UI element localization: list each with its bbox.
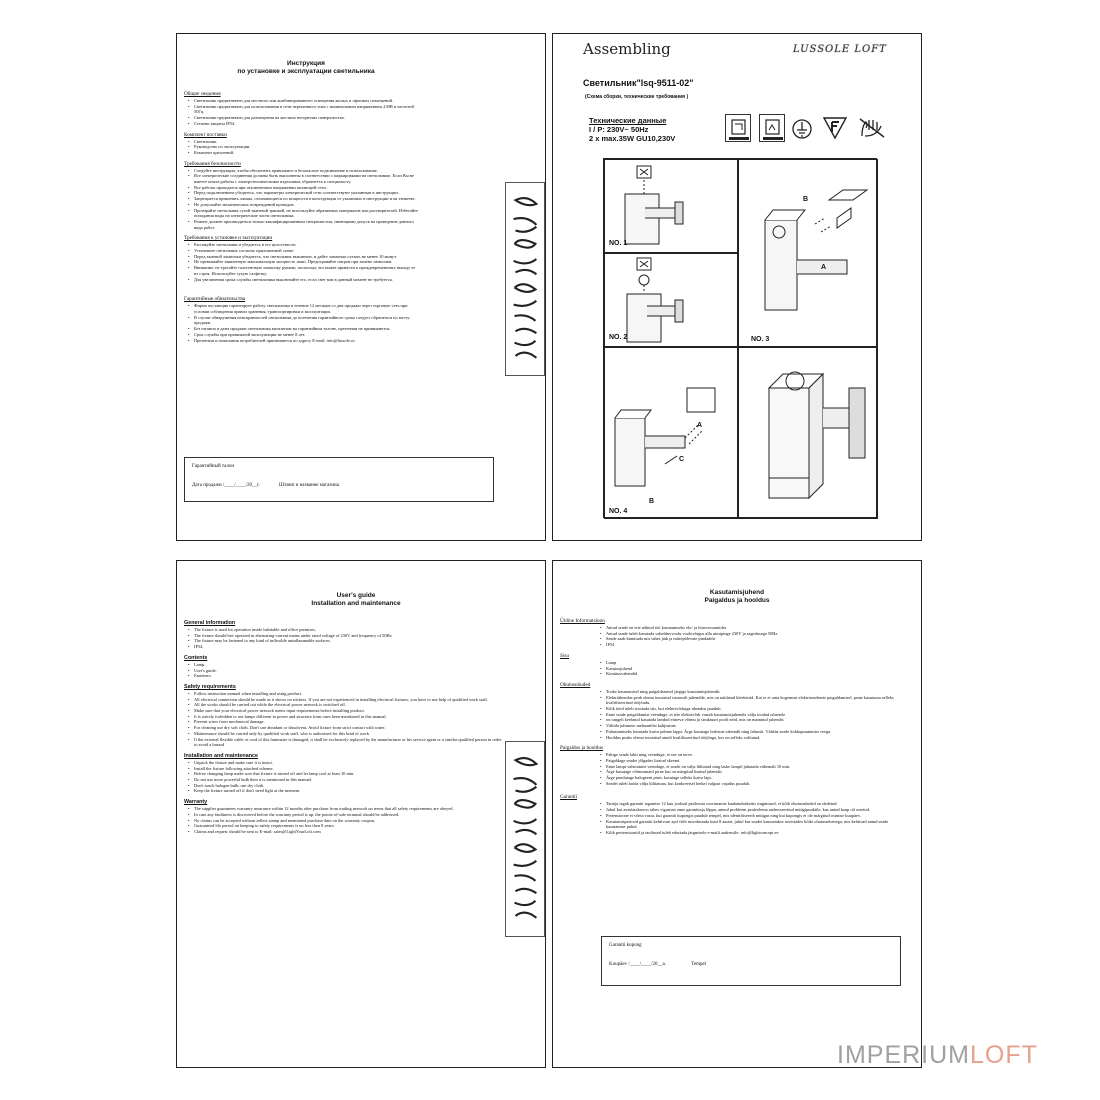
ee-coupon-date: Kuupäev /____/____/20__a. (609, 962, 666, 967)
mount-surface-icon-2 (759, 114, 785, 142)
ee-safety-heading: Ohutusnõuded (560, 681, 591, 688)
ru-body (184, 86, 420, 343)
list-item: • Установите светильник согласно приложенной схеме. (188, 248, 420, 254)
ru-safety-list (184, 168, 420, 231)
product-subtitle: (Схема сборки, технические требования ) (585, 94, 689, 100)
ru-general-list (184, 98, 420, 127)
ee-coupon-stamp: Tempel (691, 962, 707, 967)
ru-coupon-title: Гарантийный талон (192, 464, 235, 469)
ru-install-heading: Требования к установке и эксплуатации (184, 235, 273, 242)
list-item: • IP54 (600, 642, 900, 648)
list-item: • Elektriühendus peab olema teostatud vastavalt juhendile, mis on näidatud kleebisiid. Kui te ei oma kogemust elektriseadmete paigaldamisel, peate kasutama selleks kvalifitseeritud tööjõudu. (600, 695, 900, 706)
figure-1 (604, 159, 738, 253)
list-item: • If the external flexible cable or cord of this luminaire is damaged, it shall be exclusively replaced by the manufacturer or his service agent or a similar qualified person in order to avoid a hazard (188, 737, 504, 748)
figure-3-letter-a: A (821, 264, 827, 271)
figure-3-label: NO. 3 (751, 336, 770, 343)
list-item: • Install the fixture following attached scheme. (188, 766, 504, 772)
en-title (177, 592, 535, 609)
assembly-page (552, 33, 922, 541)
figure-4-letter-b: B (649, 498, 655, 505)
ru-warranty-list (184, 303, 420, 343)
figure-4-label: NO. 4 (609, 508, 628, 515)
list-item: • Срок службы при правильной эксплуатации не менее 8 лет. (188, 332, 420, 338)
ru-kit-heading: Комплект поставки (184, 131, 227, 138)
list-item: • Maintenance should be carried only by qualified work staff, who is authorized for this kind of work. (188, 731, 504, 737)
figure-3-letter-b: B (803, 196, 809, 203)
lussole-loft-logo-graphic (506, 183, 544, 375)
list-item: • Kõik tööd tuleb teostada siis, kui elektrivõrkuga ühendus puudub. (600, 706, 900, 712)
ee-title-line2: Paigaldus ja hooldus (704, 597, 770, 605)
list-item: • Antud seade on ette nähtud töö kasutamiseks elu- ja büroorruumides (600, 625, 900, 631)
ru-title-line2: по установке и эксплуатации светильника (237, 68, 375, 76)
list-item: • In case any faultiness is discovered before the warranty period is up, the points-of-sale terminal should be addressed. (188, 812, 504, 818)
list-item: • Kinnitusvahendid (600, 671, 900, 677)
figure-4-letter-a: A (697, 422, 703, 429)
list-item: • Все работы проводятся при отключенном напряжении питающей сети. (188, 185, 420, 191)
ru-coupon-date: Дата продажи /____/____/20__г. (192, 483, 260, 488)
list-item: • Перед подключением убедитесь, что параметры электрической сети соответствуют указанным в инструкции. (188, 190, 420, 196)
watermark-part-loft: LOFT (970, 1041, 1038, 1069)
list-item: • Antud seade tuleb kasutada vahelduvvoolu vooluvõrgus alla nimipinge 230V ja sagedusega 50Hz (600, 631, 900, 637)
list-item: • Follow instruction manual when installing and using product. (188, 691, 504, 697)
english-guide-page (176, 560, 546, 1068)
list-item: • Ärge puudutage halogeeni pirni, kasutage selleks kuiva lapi. (600, 775, 900, 781)
ru-install-list (184, 242, 420, 282)
figure-3 (738, 159, 878, 347)
list-item: • Before changing lamp make sure that fixture is turned off and let lamp cool at least 10 min. (188, 771, 504, 777)
list-item: • For cleaning use dry soft cloth. Don't use abradant or dissolvent. Avoid fixture from strict contact with water. (188, 725, 504, 731)
list-item: • Перед заменой лампочки убедитесь, что светильник выключен, и дайте лампочке остыть не менее 10 минут. (188, 254, 420, 260)
list-item: • Фирма поставщик гарантирует работу светильника в течение 12 месяцев со дня продажи через торговую сеть при условии соблюдения правил хранения, транспортировки и эксплуатации. (188, 303, 420, 314)
list-item: • Hooldus peaks olema teostatud ainult kvalifitseeritud tööjõuga, kes on selleks volitatud. (600, 735, 900, 741)
list-item: • All the works should be carried out while the electrical power network is switched off. (188, 702, 504, 708)
list-item: • Guaranteed life period on keeping to safety requirements is no less then 8 years. (188, 823, 504, 829)
list-item: • Претензии и пожелания потребителей принимаются по адресу E-mail: info@lussole.ru (188, 338, 420, 344)
ee-warranty-coupon (601, 936, 901, 986)
ee-safety-list (560, 689, 900, 740)
ru-safety-heading: Требования безопасности (184, 160, 241, 167)
en-warranty-list (184, 806, 504, 835)
list-item: • Комплект креплений. (188, 150, 420, 156)
list-item: • Don't touch halogen bulb, use dry cloth. (188, 783, 504, 789)
list-item: • Fasteners. (188, 673, 504, 679)
list-item: • Prevent wires from mechanical damage. (188, 719, 504, 725)
ru-title-line1: Инструкция (287, 60, 325, 67)
list-item: • Tooke kasutamisel ning paigaldamisel järgige kasutamisjuhendit. (600, 689, 900, 695)
en-body (184, 615, 504, 835)
ru-warranty-coupon (184, 457, 494, 502)
list-item: • All electrical connection should be made as it shows on stickers. If you are not experienced in installing electrical fixtures, you have to use help of qualified work staff. (188, 697, 504, 703)
en-contents-heading: Contents (184, 654, 208, 661)
list-item: • Enne lampi vahetamist veenduge, et seade on välja lülitatud ning laske lampil jahutada vähemalt 10 min. (600, 764, 900, 770)
list-item: • Ремонт должен производиться только квалифицированным специалистом, имеющими допуск на проведение данного вида работ. (188, 219, 420, 230)
list-item: • Распакуйте светильник и убедитесь в его целостности. (188, 242, 420, 248)
assembled-fixture-view (738, 347, 878, 519)
list-item: • Seadet tuleb hoida välja lülitatuna, kui konkreetsel hetkel valgust vajadus puudub. (600, 781, 900, 787)
tech-spec-lamps: 2 x max.35W GU10,230V (589, 134, 676, 143)
list-item: • Внимание: не трогайте галогеновую лампочку руками, поскольку это может привести к преждевременному выходу ее из строя. Используйте сухую салфетку. (188, 265, 420, 276)
ground-symbol-icon (791, 118, 813, 140)
watermark-part-imperium: IMPERIUM (837, 1041, 970, 1069)
ru-warranty-heading: Гарантийные обязательства (184, 296, 246, 303)
list-item: • Kasutusjuhend (600, 666, 900, 672)
list-item: • Светильник предназначен для местного или комбинированного освещения жилых и офисных помещений. (188, 98, 420, 104)
list-item: • Enne seade paigaldamist veenduge, et teie elektrivõrk vastab kasutamisjuhendis välja toodud nõuetele (600, 712, 900, 718)
ee-kit-heading: Sisu (560, 652, 569, 659)
tech-spec-voltage: I / P: 230V~ 50Hz (589, 125, 649, 134)
tech-spec (589, 116, 675, 143)
list-item: • Paigaldage seadet jõlgades lisatud skeemi. (600, 758, 900, 764)
list-item: • Kõik pretensioonid ja taotlused tuleb edastada järgmisele e-maili aadressile: info@lightconcept.ee (600, 830, 900, 836)
en-install-list (184, 760, 504, 794)
figure-2 (604, 253, 738, 347)
brand-lussole-loft: LUSSOLE LOFT (793, 44, 887, 55)
en-install-heading: Installation and maintenance (184, 752, 258, 759)
ee-general-heading: Üldine Informatsioon (560, 618, 605, 624)
ee-install-heading: Paigaldus ja hooldus (560, 745, 603, 752)
en-warranty-heading: Warranty (184, 799, 208, 806)
list-item: • Запрещается применять лампы, отличающиеся по мощности в конструкции от указанных в инструкции и на этикетке. (188, 196, 420, 202)
ee-title (553, 589, 921, 606)
no-touch-warning-icon (857, 116, 887, 140)
list-item: • Puhastamiseks kasutada kuiva pehme lappi. Ärge kasutage leahivat vahendit ning lahustit. Vältida seade kokkupuutumist veega. (600, 729, 900, 735)
list-item: • Seade saab kinnitada mis tahes jäik ja mittepõlevate pindadele (600, 636, 900, 642)
list-item: • Не превышайте заявленную максимальную мощность ламп. Предохраняйте патрон при замене лампочки. (188, 259, 420, 265)
ru-coupon-stamp: Штамп и название магазина (279, 483, 339, 488)
list-item: • В случае обнаружения неисправностей светильника до истечения гарантийного срока следует обратиться по месту продажи. (188, 315, 420, 326)
list-item: • Juhul kui avastatakseoss tahes vigastust enne garantiiaja lõppu, annud probleem pealeolema aadresseeritud müügipunktile, kus antud kaup oli ostetud. (600, 807, 900, 813)
assembling-heading: Assembling (583, 40, 671, 58)
figure-4-letter-c: C (679, 456, 685, 463)
figure-2-label: NO. 2 (609, 334, 628, 341)
en-general-list (184, 627, 504, 650)
figure-1-label: NO. 1 (609, 240, 628, 247)
list-item: • The supplier guarantees warranty assurance within 12 months after purchase from trading network on terms that all safety requirements are obeyed. (188, 806, 504, 812)
en-title-line2: Installation and maintenance (311, 600, 401, 608)
list-item: • The fixture is used for operation inside habitable and office premises. (188, 627, 504, 633)
list-item: • Протирайте светильник сухой тканевой тряпкой, не используйте абразивных материалов или растворителей. Избегайте попадания воды на электрические части светильника. (188, 208, 420, 219)
list-item: • Claims and request should be sent to E-mail: sales@LightYourLoft.com (188, 829, 504, 835)
list-item: • Светильник предназначен для размещения на жестких негорючих поверхностях. (188, 115, 420, 121)
ru-coupon-row (192, 482, 486, 490)
estonian-guide-page (552, 560, 922, 1068)
ee-kit-list (560, 660, 900, 677)
list-item: • Unpack the fixture and make sure it is intact. (188, 760, 504, 766)
list-item: • Vältida juhtmete mehaanilist kahjustust. (600, 723, 900, 729)
en-general-heading: General information (184, 620, 236, 626)
list-item: • Светильник предназначен для использования в сети переменного тока с номинальным напряжением 230В и частотой 50Гц. (188, 104, 420, 115)
list-item: • No claims can be accepted without sellers stamp and mentioned purchase date on the warranty coupon. (188, 818, 504, 824)
list-item: • on rangelt keelatud kasutada lambid erineva võimu ja struktuuri poolt neid, mis on mainitud juhendis (600, 717, 900, 723)
tech-spec-heading: Технические данные (589, 116, 667, 125)
lussole-loft-logo (505, 182, 545, 376)
list-item: • Kasutamisperiood garantii kehtivuse ajal võib moodustada kuni 8 aastat, juhul kui seadet kasutatakse arvestades kõiki ohutusnõuetega, mis kehtivad antud seade kasutamise puhul. (600, 819, 900, 830)
en-contents-list (184, 662, 504, 679)
ee-warranty-heading: Garantii (560, 794, 577, 801)
list-item: • IP54. (188, 644, 504, 650)
list-item: • Lamp (600, 660, 900, 666)
en-safety-heading: Safety requirements (184, 683, 236, 690)
list-item: • Все электрические соединения должны быть выполнены в соответствии с маркировками на светильнике. Если Вы не имеете опыта работы с электротехническими изделиями, обратитесь к специалисту. (188, 173, 420, 184)
list-item: • Без штампа и даты продажи светильника магазином на гарантийном талоне, претензии не принимаются. (188, 326, 420, 332)
list-item: • Степень защиты IP54. (188, 121, 420, 127)
list-item: • Pakige seade lahti ning veenduge, et see on terve. (600, 752, 900, 758)
en-safety-list (184, 691, 504, 748)
ee-coupon-title: Garantii kupong (609, 943, 642, 948)
list-item: • Keep the fixture turned off if don't need light at the moment. (188, 788, 504, 794)
lussole-loft-logo-en (505, 741, 545, 937)
assembly-diagram-grid (603, 158, 877, 518)
ee-body (560, 613, 900, 836)
russian-instruction-page (176, 33, 546, 541)
list-item: • Светильник. (188, 139, 420, 145)
ee-coupon-row (609, 961, 893, 969)
list-item: • Ärge kasutage võimsamaid pirne kui on märgitud lisatud juhendis (600, 769, 900, 775)
figure-4 (604, 347, 738, 519)
list-item: • Make sure that your electrical power network meets input requirements before installing product. (188, 708, 504, 714)
ee-title-line1: Kasutamisjuhend (709, 589, 765, 596)
list-item: • Lamp. (188, 662, 504, 668)
f-mark-icon (823, 116, 847, 140)
list-item: • The fixture may be fastened to any kind of inflexible uninflammable surfaces. (188, 638, 504, 644)
list-item: • Tarnija tagab garantii tagamise 12 kuu jooksul pealeostu soorimanist kaubanduskettis tingimusel, et kõik ohutusnõuded on täidetud. (600, 801, 900, 807)
list-item: • Руководство по эксплуатации. (188, 144, 420, 150)
list-item: • User's guide. (188, 668, 504, 674)
list-item: • The fixture should bee operated in alternating-current mains under rated voltage of 230V and frequency of 50Hz (188, 633, 504, 639)
list-item: • Для увеличения срока службы светильника выключайте его, если свет вам в данный момент не требуется. (188, 277, 420, 283)
list-item: • Не допускайте механических повреждений проводов. (188, 202, 420, 208)
ru-kit-list (184, 139, 420, 156)
product-title: Светильник"lsq-9511-02" (583, 78, 694, 88)
imperiumloft-watermark (837, 1041, 1038, 1070)
ee-install-list (560, 752, 900, 786)
list-item: • It is strictly forbidden to use lamps different in power and structure from ones been mentioned in this manual. (188, 714, 504, 720)
ru-general-heading: Общие сведения (184, 91, 221, 97)
list-item: • Pretensioone ei võeta vastu, kui garantii kupongis puudub tempel, mis identifitseerib müügut ning kui kupongis ei ole märgitud ostmise kuupäev. (600, 813, 900, 819)
ru-title (177, 60, 435, 77)
ee-general-list (560, 625, 900, 648)
ee-warranty-list (560, 801, 900, 835)
list-item: • Следуйте инструкции, чтобы обеспечить правильное и безопасное подключение и использование. (188, 168, 420, 174)
mount-surface-icon (725, 114, 751, 142)
en-title-line1: User's guide (336, 592, 376, 599)
list-item: • Do not use more powerful bulb then it is mentioned in this manual. (188, 777, 504, 783)
